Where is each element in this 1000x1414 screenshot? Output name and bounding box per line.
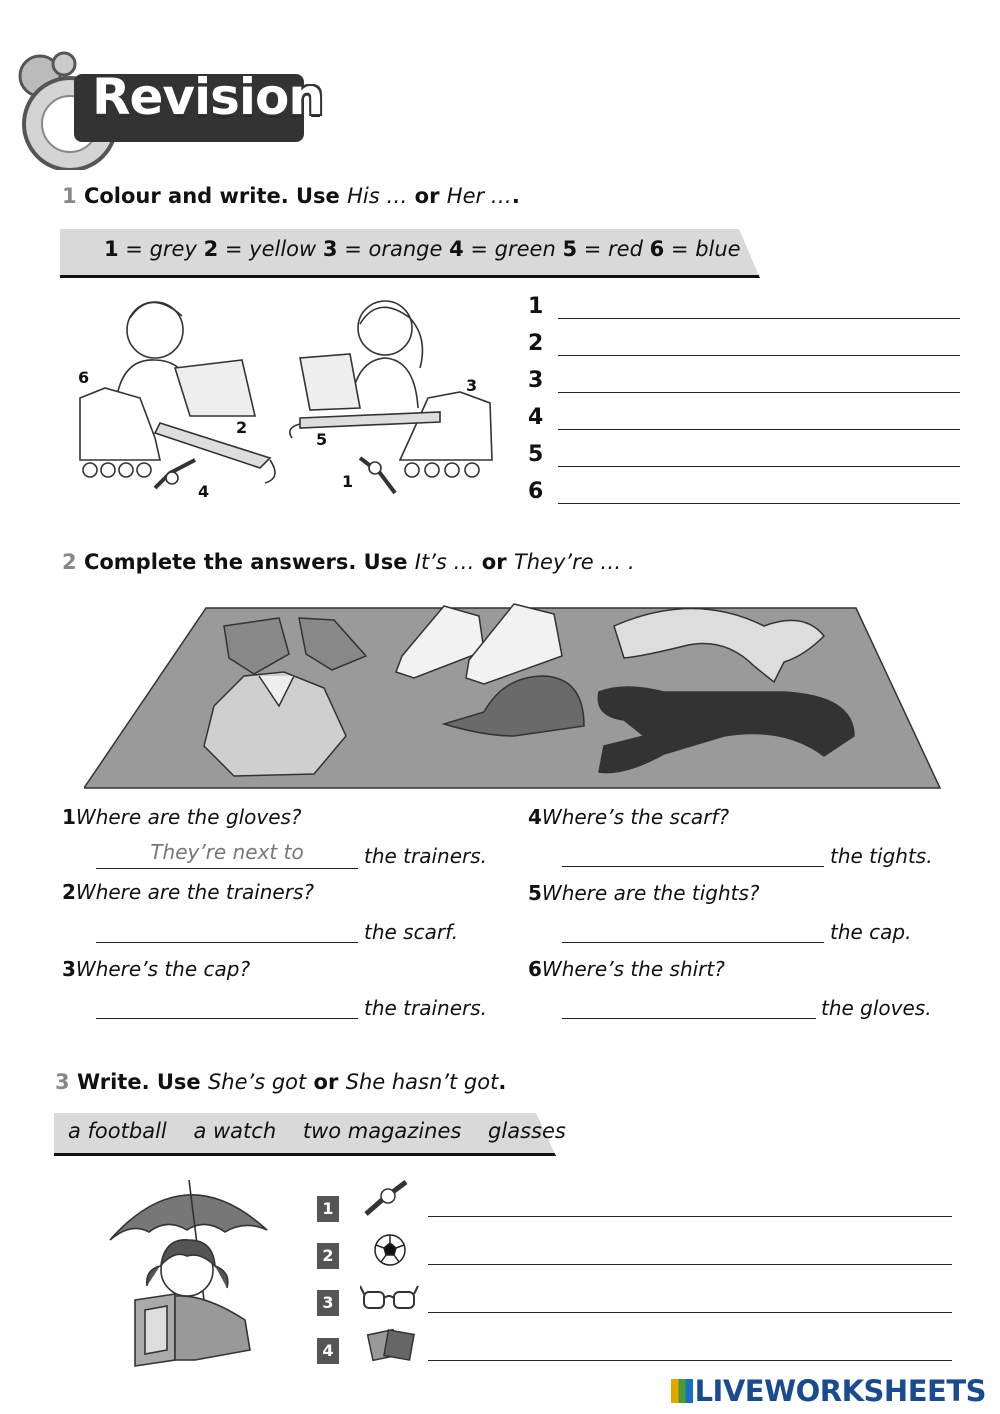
picture-label-5: 5 bbox=[316, 430, 328, 449]
kids-illustration bbox=[60, 288, 510, 508]
answer-number: 3 bbox=[528, 368, 544, 393]
answer-line-1[interactable] bbox=[528, 294, 968, 324]
watch-icon bbox=[360, 1176, 416, 1218]
write-line[interactable] bbox=[558, 466, 960, 467]
section1-number: 1 bbox=[62, 184, 77, 208]
answer-field-5[interactable] bbox=[562, 914, 824, 943]
clothes-illustration bbox=[84, 596, 944, 792]
question-2 bbox=[62, 880, 314, 904]
glasses-icon bbox=[360, 1282, 420, 1314]
answer-field-1[interactable]: They’re next to bbox=[96, 840, 358, 869]
section3-instruction: Write. Use bbox=[76, 1070, 208, 1094]
question-6 bbox=[528, 957, 725, 981]
question-text: Where’s the shirt? bbox=[541, 957, 725, 981]
section2-or: or bbox=[474, 550, 514, 574]
question-1 bbox=[62, 805, 302, 829]
question-5 bbox=[528, 881, 760, 905]
key-colour-2: yellow bbox=[249, 237, 317, 261]
logo-text: Revision bbox=[92, 68, 323, 126]
section2-heading bbox=[62, 550, 635, 574]
question-number: 4 bbox=[528, 805, 542, 829]
answer-tail-4: the tights. bbox=[830, 844, 933, 868]
section2-number: 2 bbox=[62, 550, 77, 574]
section1-or: or bbox=[407, 184, 447, 208]
picture-label-1: 1 bbox=[342, 472, 354, 491]
answer-number: 4 bbox=[528, 405, 544, 430]
section2-theyre: They’re … . bbox=[513, 550, 635, 574]
question-3 bbox=[62, 957, 250, 981]
write-line[interactable] bbox=[558, 429, 960, 430]
answer-tail-2: the scarf. bbox=[364, 920, 459, 944]
question-number: 2 bbox=[62, 880, 76, 904]
answer-tail-6: the gloves. bbox=[821, 996, 932, 1020]
picture-label-6: 6 bbox=[78, 368, 90, 387]
answer-number: 2 bbox=[528, 331, 544, 356]
section3-heading bbox=[55, 1070, 506, 1094]
key-num-4: 4 bbox=[449, 237, 464, 261]
answer-tail-3: the trainers. bbox=[364, 996, 488, 1020]
key-colour-4: green bbox=[494, 237, 556, 261]
question-number: 3 bbox=[62, 957, 76, 981]
write-line[interactable] bbox=[558, 355, 960, 356]
question-text: Where’s the cap? bbox=[75, 957, 251, 981]
key-colour-1: grey bbox=[149, 237, 197, 261]
answer-number: 1 bbox=[528, 294, 544, 319]
write-line-1[interactable] bbox=[428, 1216, 952, 1217]
word-watch: a watch bbox=[193, 1119, 277, 1143]
answer-number: 5 bbox=[528, 442, 544, 467]
write-line[interactable] bbox=[558, 503, 960, 504]
picture-label-4: 4 bbox=[198, 482, 210, 501]
word-glasses: glasses bbox=[488, 1119, 566, 1143]
picture-label-3: 3 bbox=[466, 376, 478, 395]
write-line-3[interactable] bbox=[428, 1312, 952, 1313]
section1-instruction: Colour and write. Use bbox=[83, 184, 348, 208]
answer-tail-1: the trainers. bbox=[364, 844, 488, 868]
question-text: Where are the gloves? bbox=[75, 805, 302, 829]
write-line[interactable] bbox=[558, 318, 960, 319]
word-magazines: two magazines bbox=[302, 1119, 462, 1143]
section1-end: . bbox=[511, 184, 520, 208]
section3-shes-got: She’s got bbox=[207, 1070, 307, 1094]
colour-key: 1 = grey 2 = yellow 3 = orange 4 = green 5 = red 6 = blue bbox=[104, 237, 741, 261]
question-text: Where are the tights? bbox=[541, 881, 760, 905]
write-line-2[interactable] bbox=[428, 1264, 952, 1265]
answer-tail-5: the cap. bbox=[830, 920, 912, 944]
item-number-1: 1 bbox=[317, 1196, 339, 1222]
key-colour-3: orange bbox=[368, 237, 443, 261]
answer-line-4[interactable] bbox=[528, 405, 968, 435]
answer-line-2[interactable] bbox=[528, 331, 968, 361]
liveworksheets-watermark bbox=[671, 1374, 986, 1408]
watermark-text: LIVEWORKSHEETS bbox=[694, 1374, 986, 1408]
item-number-2: 2 bbox=[317, 1243, 339, 1269]
question-text: Where are the trainers? bbox=[75, 880, 314, 904]
key-num-1: 1 bbox=[104, 237, 119, 261]
write-line-4[interactable] bbox=[428, 1360, 952, 1361]
section1-her: Her … bbox=[446, 184, 512, 208]
question-text: Where’s the scarf? bbox=[541, 805, 730, 829]
question-number: 5 bbox=[528, 881, 542, 905]
answer-number: 6 bbox=[528, 479, 544, 504]
key-num-3: 3 bbox=[322, 237, 338, 261]
section3-number: 3 bbox=[55, 1070, 70, 1094]
item-number-3: 3 bbox=[317, 1290, 339, 1316]
key-num-2: 2 bbox=[203, 237, 219, 261]
key-colour-6: blue bbox=[695, 237, 741, 261]
question-number: 6 bbox=[528, 957, 542, 981]
section2-its: It’s … bbox=[414, 550, 475, 574]
girl-umbrella-illustration bbox=[105, 1170, 275, 1370]
section3-she-hasnt: She hasn’t got bbox=[345, 1070, 499, 1094]
answer-line-6[interactable] bbox=[528, 479, 968, 509]
football-icon bbox=[372, 1232, 408, 1268]
word-box bbox=[68, 1119, 566, 1143]
section1-his: His … bbox=[347, 184, 408, 208]
picture-label-2: 2 bbox=[236, 418, 248, 437]
liveworksheets-logo-icon bbox=[671, 1379, 693, 1403]
section3-end: . bbox=[498, 1070, 507, 1094]
answer-field-4[interactable] bbox=[562, 838, 824, 867]
question-number: 1 bbox=[62, 805, 76, 829]
answer-line-3[interactable] bbox=[528, 368, 968, 398]
section3-or: or bbox=[306, 1070, 346, 1094]
answer-line-5[interactable] bbox=[528, 442, 968, 472]
revision-logo bbox=[14, 40, 323, 170]
section1-heading bbox=[62, 184, 520, 208]
magazines-icon bbox=[366, 1326, 418, 1362]
key-num-5: 5 bbox=[562, 237, 578, 261]
word-football: a football bbox=[68, 1119, 167, 1143]
key-colour-5: red bbox=[608, 237, 643, 261]
section2-instruction: Complete the answers. Use bbox=[83, 550, 415, 574]
item-number-4: 4 bbox=[317, 1338, 339, 1364]
key-num-6: 6 bbox=[649, 237, 665, 261]
write-line[interactable] bbox=[558, 392, 960, 393]
answer-field-3[interactable] bbox=[96, 990, 358, 1019]
answer-field-2[interactable] bbox=[96, 914, 358, 943]
answer-field-6[interactable] bbox=[562, 990, 816, 1019]
question-4 bbox=[528, 805, 729, 829]
